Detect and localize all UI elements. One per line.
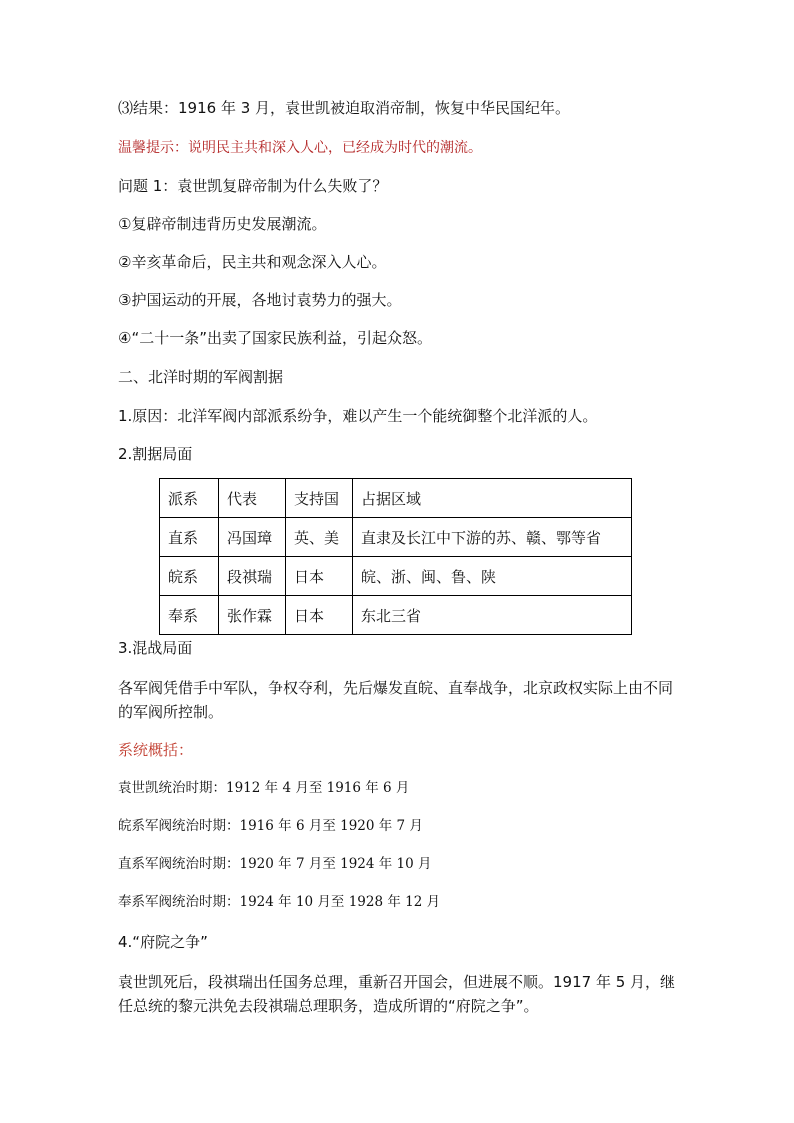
warfare-heading: 3.混战局面 — [118, 639, 193, 657]
situation-heading: 2.割据局面 — [118, 445, 193, 463]
table-cell: 奉系 — [160, 596, 219, 635]
table-header-cell: 支持国 — [286, 479, 353, 518]
table-cell: 日本 — [286, 596, 353, 635]
reason-4: ④“二十一条”出卖了国家民族利益，引起众怒。 — [118, 329, 432, 347]
period-fengtian: 奉系军阀统治时期：1924 年 10 月至 1928 年 12 月 — [118, 894, 441, 910]
table-header-cell: 代表 — [219, 479, 286, 518]
period-anhui: 皖系军阀统治时期：1916 年 6 月至 1920 年 7 月 — [118, 818, 423, 834]
table-header-row — [160, 479, 632, 518]
table-cell: 东北三省 — [353, 596, 632, 635]
table-cell: 冯国璋 — [219, 518, 286, 557]
table-cell: 张作霖 — [219, 596, 286, 635]
table-row — [160, 557, 632, 596]
table-row — [160, 518, 632, 557]
reason-2: ②辛亥革命后，民主共和观念深入人心。 — [118, 253, 387, 271]
table-cell: 英、美 — [286, 518, 353, 557]
reason-1: ①复辟帝制违背历史发展潮流。 — [118, 215, 327, 233]
result-line: ⑶结果：1916 年 3 月，袁世凯被迫取消帝制，恢复中华民国纪年。 — [118, 99, 571, 117]
table-cell: 直系 — [160, 518, 219, 557]
period-zhili: 直系军阀统治时期：1920 年 7 月至 1924 年 10 月 — [118, 856, 432, 872]
dispute-paragraph: 袁世凯死后，段祺瑞出任国务总理，重新召开国会，但进展不顺。1917 年 5 月，继任总统的黎元洪免去段祺瑞总理职务，造成所谓的“府院之争”。 — [118, 973, 676, 1015]
table-cell: 日本 — [286, 557, 353, 596]
cause-line: 1.原因：北洋军阀内部派系纷争，难以产生一个能统御整个北洋派的人。 — [118, 407, 598, 425]
warfare-paragraph: 各军阀凭借手中军队，争权夺利，先后爆发直皖、直奉战争，北京政权实际上由不同的军阀所控制。 — [118, 679, 674, 721]
tip-line: 温馨提示：说明民主共和深入人心，已经成为时代的潮流。 — [118, 140, 482, 156]
summary-title: 系统概括： — [118, 741, 194, 759]
warlord-factions-table — [159, 478, 632, 635]
table-header-cell: 占据区域 — [353, 479, 632, 518]
table-row — [160, 596, 632, 635]
question-line: 问题 1：袁世凯复辟帝制为什么失败了？ — [118, 177, 388, 195]
period-yuan: 袁世凯统治时期：1912 年 4 月至 1916 年 6 月 — [118, 780, 410, 796]
dispute-heading: 4.“府院之争” — [118, 933, 208, 951]
reason-3: ③护国运动的开展，各地讨袁势力的强大。 — [118, 291, 402, 309]
table-cell: 直隶及长江中下游的苏、赣、鄂等省 — [353, 518, 632, 557]
table-cell: 皖系 — [160, 557, 219, 596]
section-heading: 二、北洋时期的军阀割据 — [118, 368, 284, 386]
table-header-cell: 派系 — [160, 479, 219, 518]
table-cell: 段祺瑞 — [219, 557, 286, 596]
table-cell: 皖、浙、闽、鲁、陕 — [353, 557, 632, 596]
